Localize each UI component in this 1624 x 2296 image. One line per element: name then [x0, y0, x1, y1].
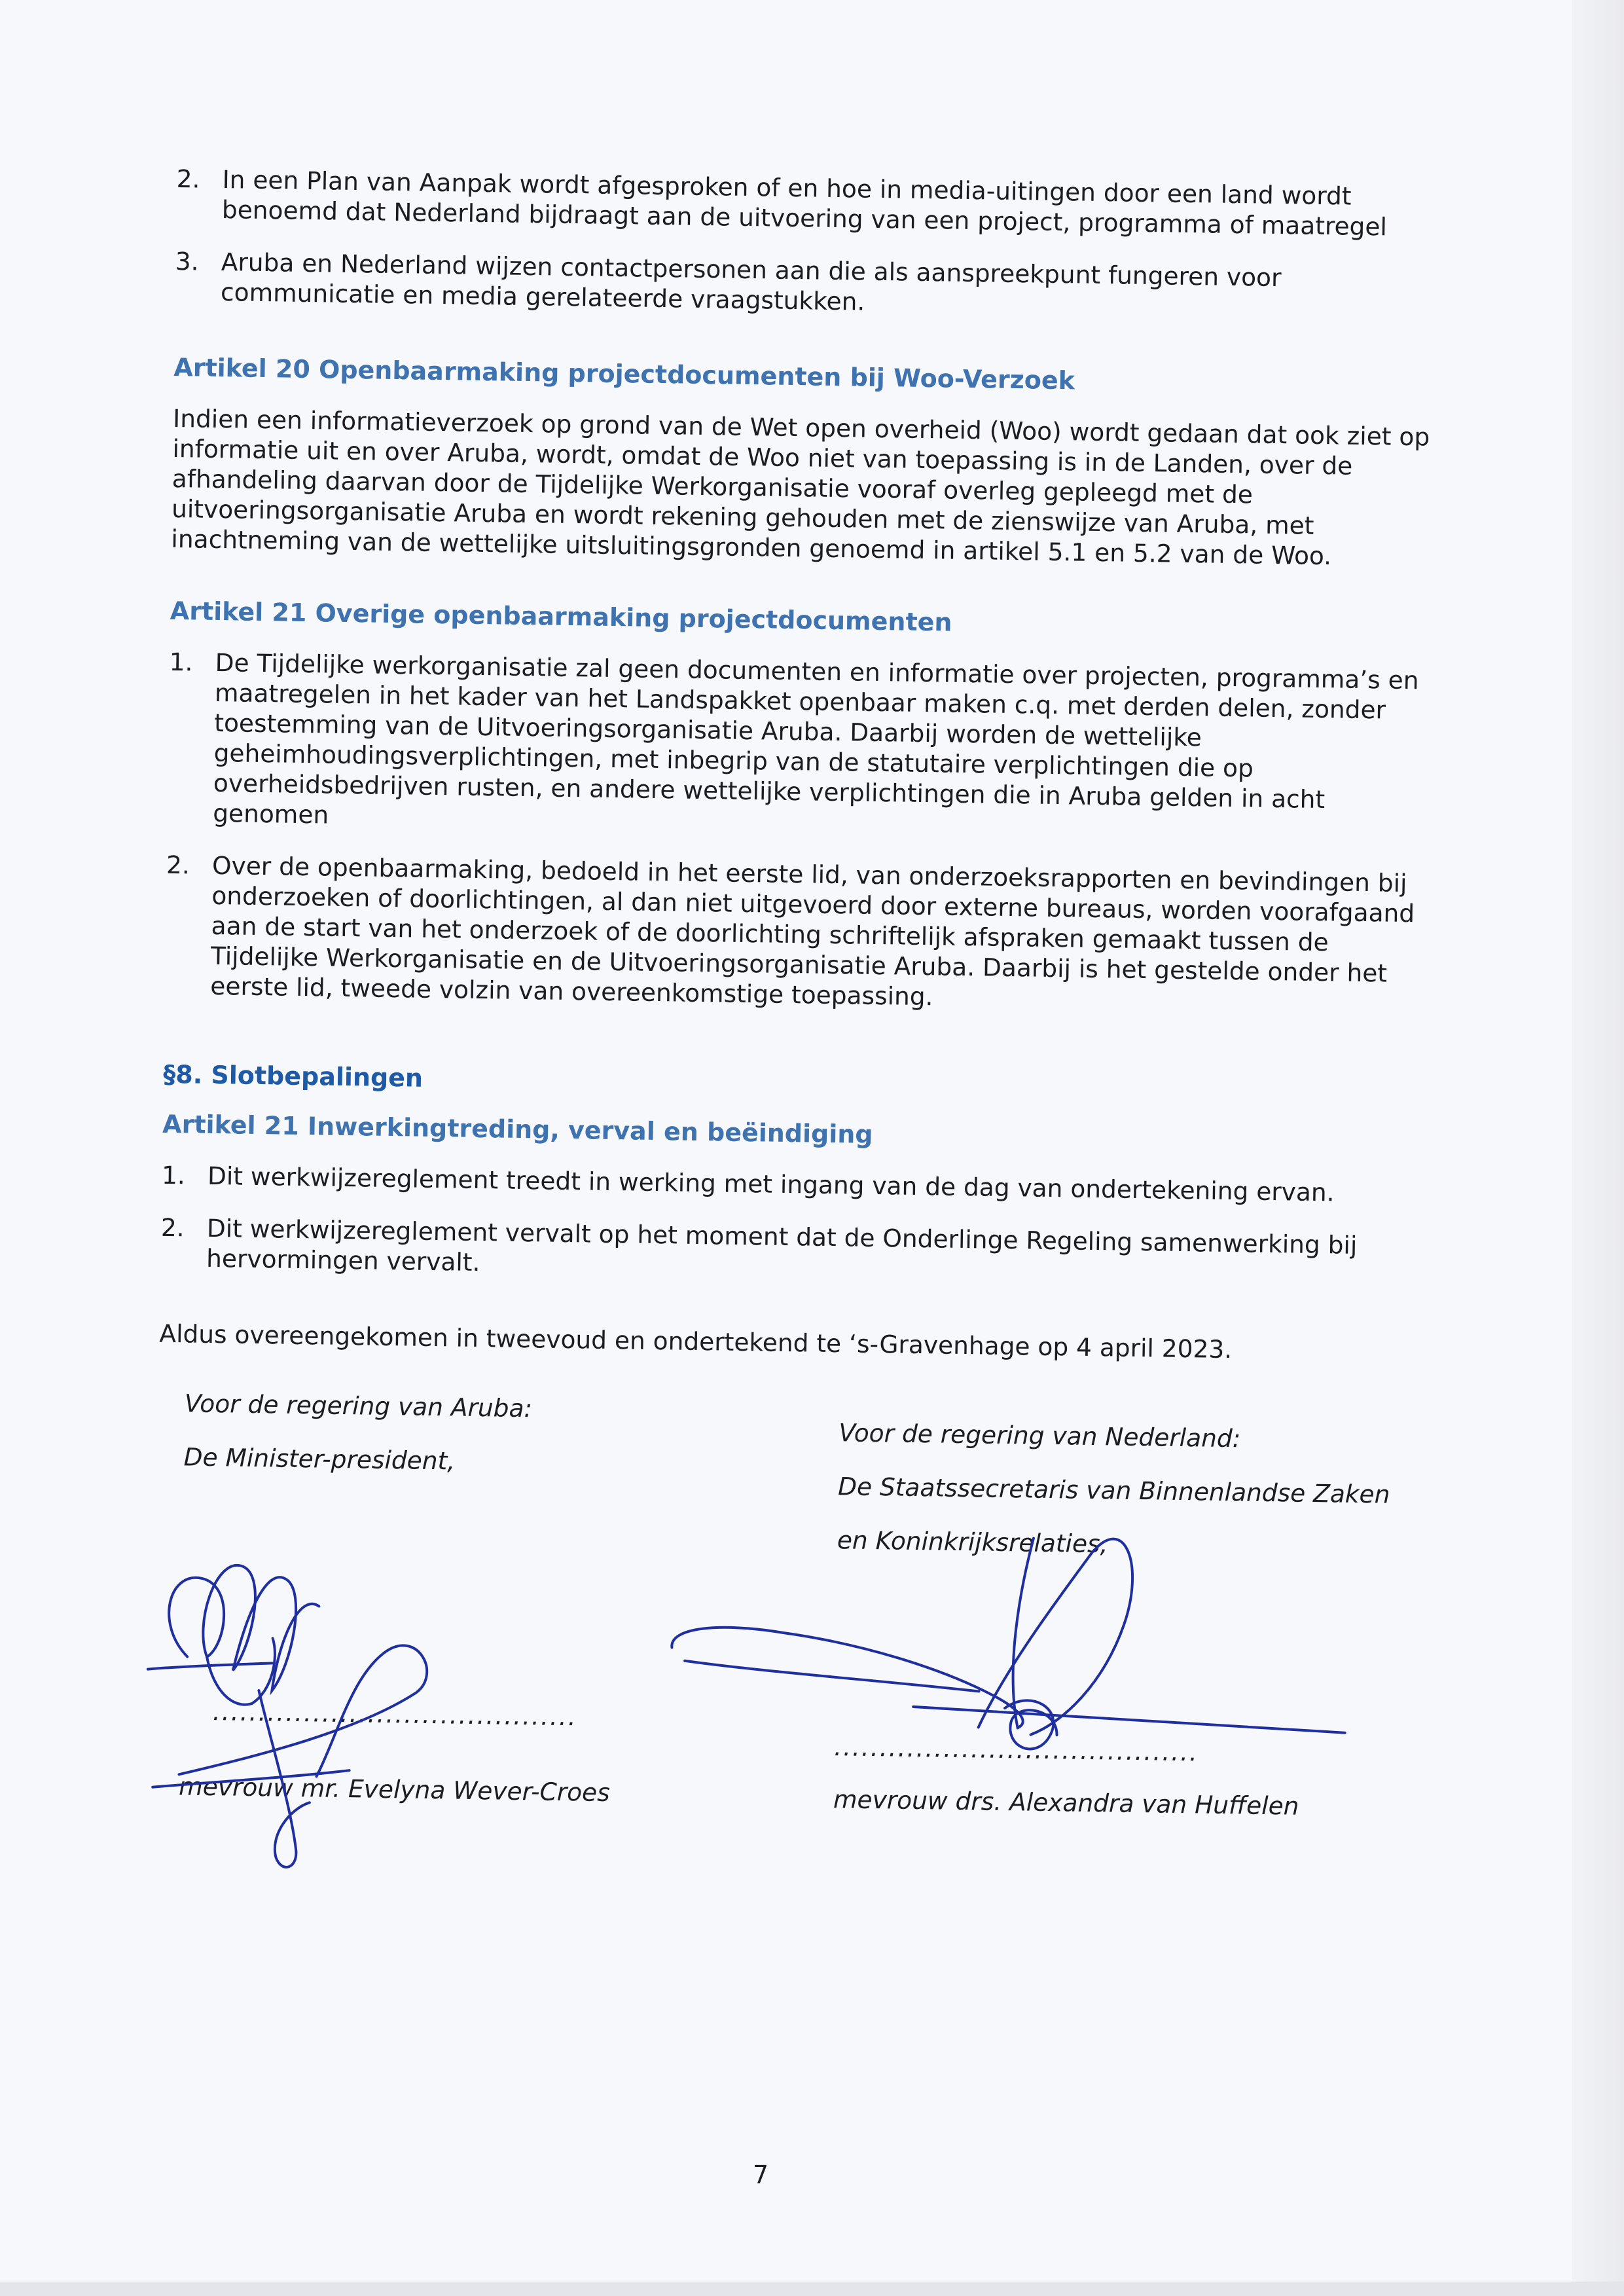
final-provisions-list: [160, 1160, 1432, 1292]
article-20-text: Indien een informatieverzoek op grond van de Wet open overheid (Woo) wordt gedaan dat ook ziet op informatie uit en over Aruba, wordt, omdat de Woo niet van toepassing is in de Landen, over de afhandeling daarvan door de Tijdelijke Werkorganisatie vooraf overleg gepleegd met de uitvoeringsorganisatie Aruba en wordt rekening gehouden met de zienswijze van Aruba, met inachtneming van de wettelijke uitsluitingsgronden genoemd in artikel 5.1 en 5.2 van de Woo.: [171, 403, 1430, 571]
section-8-heading: §8. Slotbepalingen: [163, 1059, 424, 1093]
list-item: [164, 850, 1436, 1019]
nederland-signer-name: mevrouw drs. Alexandra van Huffelen: [833, 1785, 1299, 1821]
aruba-government-label: Voor de regering van Aruba:: [184, 1389, 533, 1423]
list-text: Aruba en Nederland wijzen contactpersonen aan die als aanspreekpunt fungeren voor communicatie en media gerelateerde vraagstukken.: [220, 247, 1282, 316]
list-text: Over de openbaarmaking, bedoeld in het eerste lid, van onderzoeksrapporten en bevindingen bij onderzoeken of doorlichtingen, al dan niet uitgevoerd door externe bureaus, worden voorafgaand aan de start van het onderzoek of de doorlichting schriftelijk afspraken gemaakt tussen de Tijdelijke Werkorganisatie en de Uitvoeringsorganisatie Aruba. Daarbij is het gestelde onder het eerste lid, tweede volzin van overeenkomstige toepassing.: [210, 850, 1415, 1011]
nederland-title-cont: en Koninkrijksrelaties,: [837, 1525, 1108, 1559]
list-item: [162, 1160, 1432, 1209]
closing-statement: Aldus overeengekomen in tweevoud en ondertekend te ‘s-Gravenhage op 4 april 2023.: [159, 1319, 1233, 1364]
aruba-handwritten-signature: [138, 1492, 484, 1877]
scan-bottom-edge: [0, 2282, 1624, 2296]
list-number: 1.: [169, 647, 193, 677]
article-21-list: [164, 647, 1439, 1019]
nederland-handwritten-signature: [663, 1506, 1375, 1818]
article-21-final-heading: Artikel 21 Inwerkingtreding, verval en beëindiging: [162, 1109, 873, 1149]
list-number: 3.: [175, 246, 199, 276]
communication-list: [175, 164, 1447, 325]
list-text: In een Plan van Aanpak wordt afgesproken of en hoe in media-uitingen door een land wordt benoemd dat Nederland bijdraagt aan de uitvoering van een project, programma of maatregel: [221, 165, 1388, 242]
signature-line-aruba: ........................................: [212, 1697, 578, 1732]
signature-block: [151, 1388, 1428, 1904]
scan-edge-shadow: [1572, 0, 1624, 2296]
list-text: De Tijdelijke werkorganisatie zal geen documenten en informatie over projecten, programma’s en maatregelen in het kader van het Landspakket openbaar maken c.q. met derden delen, zonder toestemming van de Uitvoeringsorganisatie Aruba. Daarbij worden de wettelijke geheimhoudingsverplichtingen, met inbegrip van de statutaire verplichtingen die op overheidsbedrijven rusten, en andere wettelijke verplichtingen die in Aruba gelden in acht genomen: [212, 647, 1419, 829]
article-20-heading: Artikel 20 Openbaarmaking projectdocumenten bij Woo-Verzoek: [173, 352, 1075, 395]
nederland-government-label: Voor de regering van Nederland:: [839, 1418, 1241, 1453]
aruba-signatory: [183, 1388, 533, 1501]
page-number: 7: [753, 2160, 769, 2189]
list-item: [160, 1212, 1431, 1292]
nederland-title: De Staatssecretaris van Binnenlandse Zaken: [837, 1472, 1390, 1509]
list-item: [167, 647, 1439, 847]
aruba-signer-name: mevrouw mr. Evelyna Wever-Croes: [178, 1772, 611, 1808]
list-text: Dit werkwijzereglement vervalt op het moment dat de Onderlinge Regeling samenwerking bij hervormingen vervalt.: [206, 1213, 1358, 1277]
list-number: 2.: [166, 850, 190, 880]
document-body: [151, 164, 1447, 1904]
list-item: [176, 164, 1447, 243]
list-number: 2.: [160, 1212, 185, 1243]
list-item: [175, 246, 1445, 325]
list-number: 2.: [176, 164, 200, 194]
list-number: 1.: [161, 1160, 186, 1190]
aruba-title: De Minister-president,: [183, 1442, 456, 1476]
signature-line-nederland: ........................................: [833, 1732, 1199, 1767]
list-text: Dit werkwijzereglement treedt in werking met ingang van de dag van ondertekening ervan.: [207, 1161, 1335, 1207]
article-21-heading: Artikel 21 Overige openbaarmaking projectdocumenten: [170, 596, 952, 637]
